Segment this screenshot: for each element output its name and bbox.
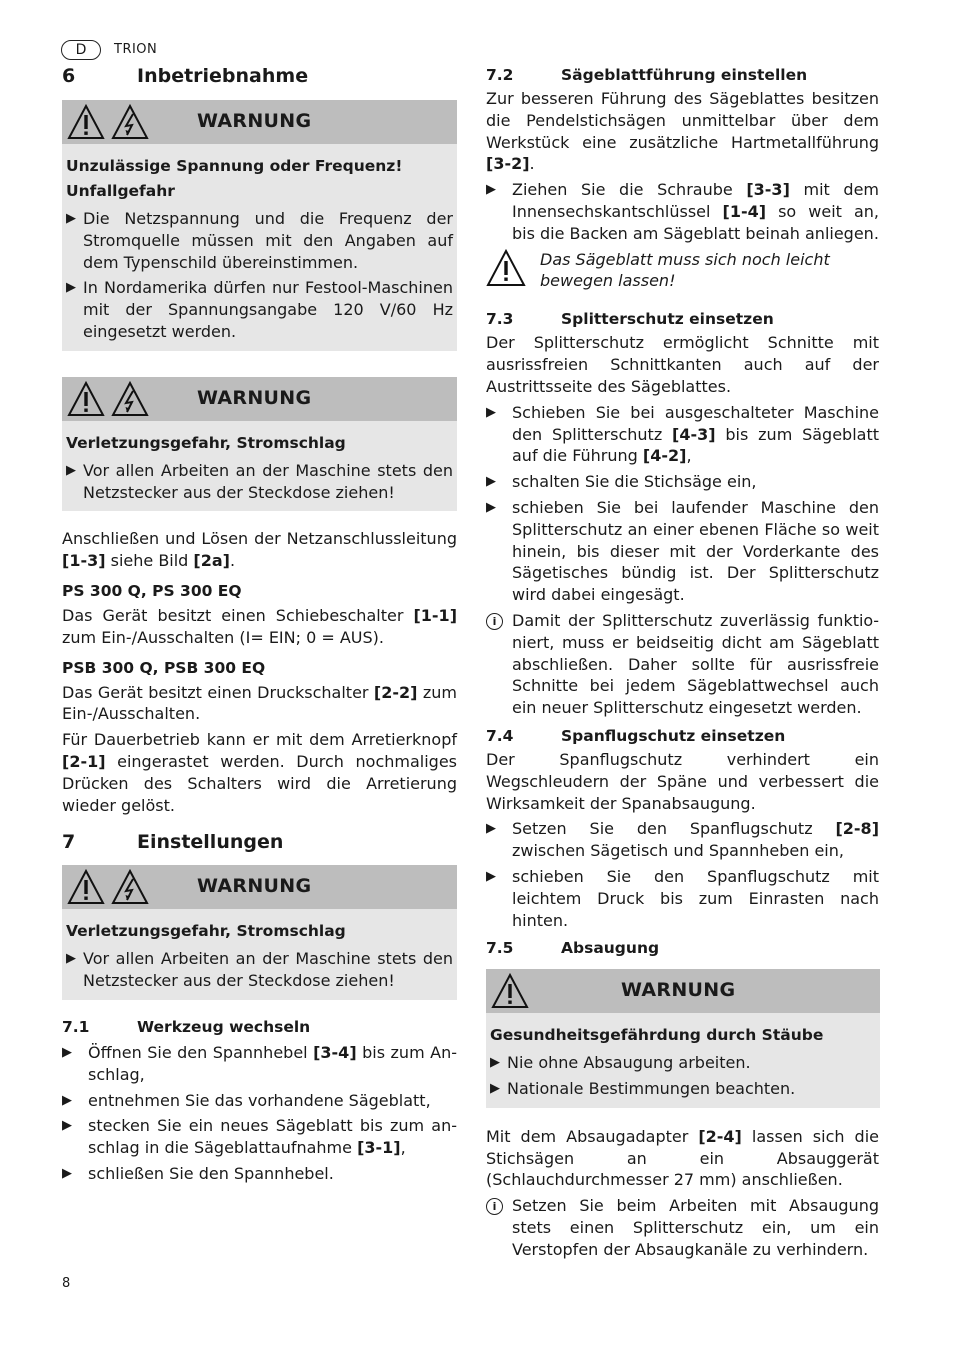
section-number: 7.3	[486, 310, 514, 329]
psb300-paragraph-2	[62, 729, 457, 816]
section-title: Inbetriebnahme	[137, 65, 309, 87]
section-number: 7	[62, 831, 76, 854]
warning-body	[62, 909, 457, 1000]
list-item-text	[512, 179, 879, 244]
text: zwischen Sägetisch und Spannheben ein,	[512, 841, 844, 861]
brand-name: TRION	[114, 42, 158, 57]
bullet-triangle-icon: ▶	[62, 1092, 72, 1108]
bullet-triangle-icon: ▶	[490, 1081, 500, 1097]
text: bis zum Anschlag,	[88, 1042, 458, 1084]
warning-item-text: Vor allen Arbeiten an der Maschine stets den Netzstecker aus der Steckdose ziehen!	[83, 949, 453, 991]
warning-triangle-icon	[491, 973, 529, 1009]
text: Für Dauerbetrieb kann er mit dem Arretierknopf	[62, 730, 457, 750]
section-title: Sägeblattführung einstellen	[561, 66, 808, 84]
text: lassen sich die Stichsägen an ein Absauggerät (Schlauchdurchmesser 27 mm) anschließen.	[486, 1126, 879, 1190]
warning-item	[66, 460, 453, 504]
section-7-5-heading	[486, 937, 879, 959]
right-column	[486, 64, 879, 1261]
warning-lead: Gesundheitsgefährdung durch Stäube	[490, 1026, 824, 1045]
section-6-heading	[62, 62, 457, 90]
electric-hazard-icon	[111, 869, 149, 905]
electric-hazard-icon	[111, 104, 149, 140]
warning-lead: Verletzungsgefahr, Stromschlag	[66, 433, 346, 452]
section-title: Werkzeug wechseln	[137, 1017, 311, 1036]
list-item	[62, 1115, 457, 1159]
text: ,	[400, 1138, 406, 1158]
info-icon: i	[486, 613, 503, 630]
bullet-triangle-icon: ▶	[66, 951, 76, 967]
warning-icons	[491, 973, 529, 1009]
list-item	[62, 1090, 457, 1112]
info-item	[486, 610, 879, 719]
warning-header	[62, 377, 457, 421]
text: Setzen Sie den Spanflugschutz	[512, 819, 836, 839]
text: Zur besseren Führung des Sägeblattes besitzen die Pendelstichsägen unmittelbar über dem Werkstück eine zusätzliche Hartmetallführung	[486, 89, 879, 152]
figure-ref: [2-2]	[373, 682, 418, 702]
warning-box-voltage	[62, 100, 457, 351]
warning-body	[62, 421, 457, 512]
section-number: 7.5	[486, 939, 514, 958]
section-number: 6	[62, 65, 76, 87]
warning-item	[490, 1078, 876, 1100]
figure-ref: [1-3]	[62, 551, 106, 571]
list-item-text: entnehmen Sie das vorhandene Sägeblatt,	[88, 1090, 431, 1110]
text: Mit dem Absaugadapter	[486, 1126, 699, 1146]
figure-ref: [4-2]	[642, 446, 687, 466]
warning-triangle-icon	[67, 104, 105, 140]
info-icon: i	[486, 1198, 503, 1215]
text: bis zum Sägeblatt auf die Führung	[512, 424, 880, 466]
section-7-3-paragraph: Der Splitterschutz ermöglicht Schnitte mit ausrissfreien Schnittkanten auch auf der Austrittsseite des Sägeblattes.	[486, 333, 879, 396]
bullet-triangle-icon: ▶	[486, 474, 496, 490]
figure-ref: [2a]	[193, 551, 230, 571]
model-heading-psb300: PSB 300 Q, PSB 300 EQ	[62, 658, 266, 677]
warning-item-text: Vor allen Arbeiten an der Maschine stets den Netzstecker aus der Steckdose ziehen!	[83, 460, 453, 502]
section-title: Einstellungen	[137, 831, 284, 854]
warning-triangle-icon	[486, 249, 540, 293]
warning-lead: Unzulässige Spannung oder Frequenz!	[66, 157, 403, 175]
text: Schieben Sie bei ausgeschalteter Maschine den Splitterschutz	[512, 402, 879, 444]
list-item-text: schieben Sie bei laufender Maschine den Splitterschutz an einer ebenen Fläche so weit hinein, bis dieser mit der Vorderkante des Sägetisches bündig ist. Der Splitterschutz wird dabei eingesägt.	[512, 497, 879, 605]
psb300-paragraph-1	[62, 682, 457, 726]
warning-triangle-icon	[67, 869, 105, 905]
info-text: Damit der Splitterschutz zuverlässig funktioniert, muss er beidseitig dicht am Sägeblatt abschließen. Daher sollte für ausrissfreie Schnitte bei jedem Sägeblattwechsel auch ein neuer Splitterschutz eingesetzt werden.	[512, 610, 879, 718]
list-item	[486, 402, 879, 467]
warning-title: WARNUNG	[197, 110, 312, 133]
warning-item-text: Nie ohne Absaugung arbeiten.	[507, 1053, 751, 1073]
warning-item	[66, 948, 453, 992]
bullet-triangle-icon: ▶	[62, 1044, 72, 1060]
list-item	[486, 497, 879, 606]
list-item-text	[88, 1042, 457, 1086]
figure-ref: [2-1]	[62, 751, 106, 771]
warning-header	[62, 865, 457, 909]
warning-icons	[67, 104, 149, 140]
list-item	[486, 179, 879, 244]
section-7-3-heading	[486, 308, 879, 330]
figure-ref: [3-3]	[746, 180, 790, 200]
bullet-triangle-icon: ▶	[486, 499, 496, 515]
bullet-triangle-icon: ▶	[486, 868, 496, 884]
text: zum Ein-/Ausschalten (I= EIN; 0 = AUS).	[62, 627, 384, 647]
warning-header	[62, 100, 457, 144]
connection-paragraph	[62, 528, 457, 572]
text: so weit an, bis die Backen am Sägeblatt beinah anliegen.	[512, 201, 880, 243]
bullet-triangle-icon: ▶	[62, 1118, 72, 1134]
text: mit dem Innensechskantschlüssel	[512, 180, 879, 221]
warning-box-dust	[486, 969, 880, 1108]
warning-item	[490, 1052, 876, 1074]
section-7-2-paragraph	[486, 88, 879, 175]
page-number: 8	[62, 1276, 71, 1291]
ps300-paragraph	[62, 605, 457, 649]
text: stecken Sie ein neues Sägeblatt bis zum anschlag in die Sägeblattaufnahme	[88, 1116, 457, 1158]
list-item-text	[512, 818, 879, 862]
warning-title: WARNUNG	[197, 386, 312, 409]
figure-ref: [3-4]	[313, 1042, 357, 1062]
figure-ref: [2-4]	[698, 1126, 742, 1146]
figure-ref: [1-1]	[413, 605, 457, 625]
bullet-triangle-icon: ▶	[66, 211, 76, 226]
language-badge: D	[61, 40, 101, 60]
left-column	[62, 62, 457, 1185]
warning-item	[66, 208, 453, 273]
warning-lead: Verletzungsgefahr, Stromschlag	[66, 922, 346, 941]
text: .	[229, 551, 236, 571]
model-heading-ps300: PS 300 Q, PS 300 EQ	[62, 581, 242, 600]
warning-title: WARNUNG	[621, 979, 736, 1002]
list-item-text: schieben Sie den Spanflugschutz mit leichtem Druck bis zum Einrasten nach hinten.	[512, 866, 879, 930]
section-7-4-heading	[486, 725, 879, 747]
caution-text: Das Sägeblatt muss sich noch leicht bewegen lassen!	[540, 249, 830, 291]
section-title: Splitterschutz einsetzen	[561, 310, 774, 329]
text: Öffnen Sie den Spannhebel	[88, 1042, 314, 1062]
section-number: 7.4	[486, 726, 514, 745]
figure-ref: [4-3]	[672, 424, 716, 444]
list-item-text: schalten Sie die Stichsäge ein,	[512, 472, 757, 492]
warning-triangle-icon	[67, 381, 105, 417]
bullet-triangle-icon: ▶	[490, 1055, 500, 1071]
warning-header	[486, 969, 880, 1013]
list-item	[62, 1163, 457, 1185]
caution-note	[486, 249, 879, 293]
section-number: 7.1	[62, 1017, 90, 1036]
section-number: 7.2	[486, 66, 514, 84]
figure-ref: [1-4]	[722, 201, 767, 221]
info-text: Setzen Sie beim Arbeiten mit Absaugung stets einen Splitterschutz ein, um ein Verstopfen der Absaugkanäle zu verhindern.	[512, 1196, 879, 1259]
electric-hazard-icon	[111, 381, 149, 417]
warning-lead: Unfallgefahr	[66, 182, 175, 200]
figure-ref: [2-8]	[835, 819, 879, 839]
warning-body	[62, 144, 457, 351]
warning-item-text: Die Netzspannung und die Frequenz der Stromquelle müssen mit den Angaben auf dem Typenschild übereinstimmen.	[83, 209, 453, 272]
figure-ref: [3-2]	[486, 154, 530, 174]
list-item-text	[512, 402, 879, 467]
list-item-text	[88, 1115, 457, 1159]
section-7-5-paragraph	[486, 1126, 879, 1191]
text: Anschließen und Lösen der Netzanschlussleitung	[62, 529, 457, 549]
section-title: Absaugung	[561, 939, 660, 958]
bullet-triangle-icon: ▶	[66, 462, 76, 478]
list-item	[486, 866, 879, 931]
warning-item-text: In Nordamerika dürfen nur Festool-Maschinen mit der Spannungsangabe 120 V/60 Hz eingesetzt werden.	[83, 278, 453, 341]
info-item	[486, 1195, 879, 1260]
warning-body	[486, 1013, 880, 1108]
warning-box-shock-2	[62, 865, 457, 1000]
section-7-1-heading	[62, 1016, 457, 1038]
section-7-heading	[62, 828, 457, 856]
section-title: Spanflugschutz einsetzen	[561, 726, 786, 745]
warning-item	[66, 277, 453, 342]
figure-ref: [3-1]	[357, 1138, 401, 1158]
warning-box-shock	[62, 377, 457, 512]
text: ,	[686, 446, 692, 466]
list-item	[486, 471, 879, 493]
text: .	[529, 154, 535, 174]
list-item	[62, 1042, 457, 1086]
warning-icons	[67, 381, 149, 417]
text: siehe Bild	[105, 551, 194, 571]
text: Das Gerät besitzt einen Druckschalter	[62, 682, 374, 702]
warning-title: WARNUNG	[197, 875, 312, 898]
section-7-4-paragraph: Der Spanflugschutz verhindert ein Wegschleudern der Späne und verbessert die Wirksamkeit der Spanabsaugung.	[486, 749, 879, 813]
list-item	[486, 818, 879, 862]
warning-icons	[67, 869, 149, 905]
bullet-triangle-icon: ▶	[66, 280, 76, 296]
bullet-triangle-icon: ▶	[486, 404, 496, 420]
bullet-triangle-icon: ▶	[62, 1165, 72, 1181]
section-7-2-heading	[486, 64, 879, 86]
text: Ziehen Sie die Schraube	[512, 180, 747, 200]
bullet-triangle-icon: ▶	[486, 821, 496, 837]
warning-item-text: Nationale Bestimmungen beachten.	[507, 1079, 796, 1099]
text: eingerastet werden. Durch nochmaliges Drücken des Schalters wird die Arretierung wieder gelöst.	[62, 751, 457, 815]
list-item-text: schließen Sie den Spannhebel.	[88, 1163, 334, 1183]
text: Das Gerät besitzt einen Schiebeschalter	[62, 605, 414, 625]
bullet-triangle-icon: ▶	[486, 182, 496, 198]
text: zum Ein-/Ausschalten.	[62, 682, 457, 724]
